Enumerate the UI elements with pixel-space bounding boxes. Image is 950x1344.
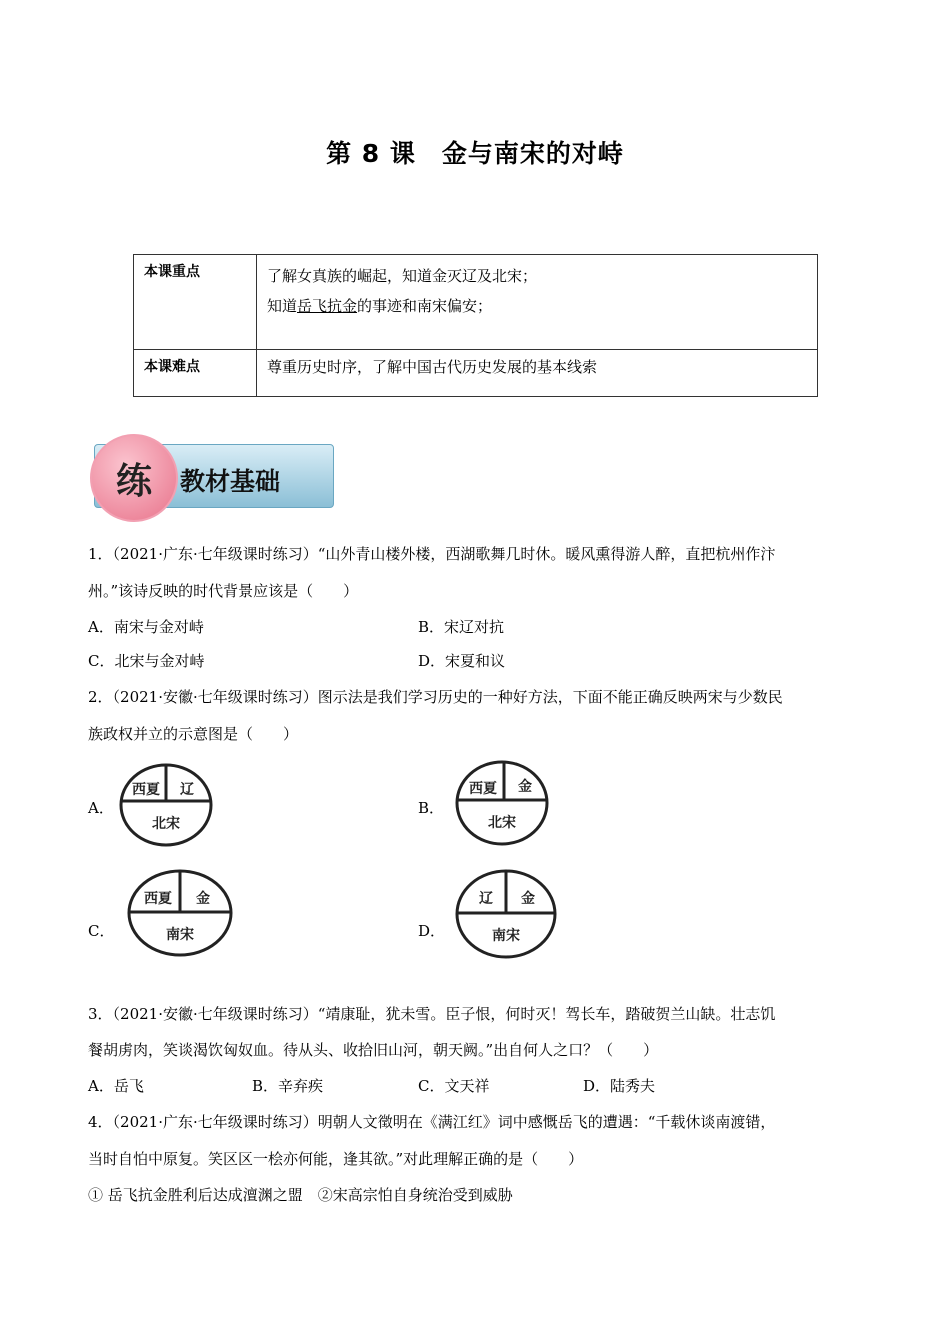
diagram-d-top-left: 辽	[479, 891, 493, 907]
q1-line-1: 1．（2021·广东·七年级课时练习）“山外青山楼外楼，西湖歌舞几时休。暖风熏得游人醉，直把杭州作汴	[88, 545, 776, 563]
diagram-c-label: C．	[88, 922, 115, 940]
focus-row	[134, 255, 818, 350]
q3-line-1: 3．（2021·安徽·七年级课时练习）“靖康耻，犹未雪。臣子恨，何时灭！驾长车，踏破贺兰山缺。壮志饥	[88, 1005, 776, 1023]
diagram-a-pie	[118, 763, 214, 847]
q1-option-a: A．南宋与金对峙	[88, 618, 204, 636]
diagram-c	[88, 868, 238, 960]
diagram-c-circle	[126, 868, 234, 958]
diagram-b-pie	[454, 760, 550, 846]
focus-label: 本课重点	[134, 255, 257, 350]
diagram-a-top-right: 辽	[180, 782, 194, 798]
focus-content	[257, 255, 818, 350]
difficulty-content: 尊重历史时序，了解中国古代历史发展的基本线索	[257, 350, 818, 397]
q3-option-c: C．文天祥	[418, 1077, 490, 1095]
diagram-a	[88, 763, 218, 849]
q2-line-2: 族政权并立的示意图是（ ）	[88, 725, 299, 743]
diagram-b	[418, 760, 558, 850]
diagram-d-pie	[454, 868, 558, 960]
banner-badge: 练	[90, 434, 178, 522]
diagram-c-top-right: 金	[196, 891, 210, 907]
q3-option-a: A．岳飞	[88, 1077, 144, 1095]
diagram-c-pie	[126, 868, 234, 958]
focus-line-2	[267, 291, 807, 321]
q1-option-b: B．宋辽对抗	[418, 618, 505, 636]
q1-option-c: C．北宋与金对峙	[88, 652, 205, 670]
yuefei-link: 岳飞抗金	[297, 297, 358, 315]
q4-line-1: 4．（2021·广东·七年级课时练习）明朝人文徵明在《满江红》词中感慨岳飞的遭遇：“千载休谈南渡错，	[88, 1113, 776, 1131]
q3-line-2: 餐胡虏肉，笑谈渴饮匈奴血。待从头、收拾旧山河，朝天阙。”出自何人之口？（ ）	[88, 1041, 659, 1059]
diagram-d	[418, 868, 563, 960]
diagram-b-bottom: 北宋	[488, 815, 516, 831]
diagram-d-label: D．	[418, 922, 446, 940]
difficulty-row	[134, 350, 818, 397]
focus-line-2-post: 的事迹和南宋偏安；	[357, 297, 493, 315]
diagram-c-bottom: 南宋	[166, 927, 194, 943]
q1-option-d: D．宋夏和议	[418, 652, 506, 670]
difficulty-label: 本课难点	[134, 350, 257, 397]
diagram-b-top-left: 西夏	[469, 781, 497, 797]
focus-line-2-pre: 知道	[267, 297, 298, 315]
diagram-b-top-right: 金	[518, 779, 532, 795]
diagram-d-circle	[454, 868, 558, 960]
focus-line-1: 了解女真族的崛起，知道金灭辽及北宋；	[267, 267, 538, 285]
diagram-d-bottom: 南宋	[492, 928, 520, 944]
lesson-name: 金与南宋的对峙	[441, 139, 624, 168]
section-banner	[88, 434, 338, 514]
q3-option-d: D．陆秀夫	[583, 1077, 656, 1095]
lesson-number: 第 8 课	[326, 139, 416, 168]
banner-title: 教材基础	[180, 467, 281, 496]
diagram-a-bottom: 北宋	[152, 816, 180, 832]
diagram-a-circle	[118, 763, 214, 847]
diagram-d-top-right: 金	[521, 891, 535, 907]
diagram-b-circle	[454, 760, 550, 846]
diagram-a-top-left: 西夏	[132, 782, 160, 798]
diagram-c-top-left: 西夏	[144, 891, 172, 907]
diagram-a-label: A．	[88, 799, 114, 817]
q4-line-3: ① 岳飞抗金胜利后达成澶渊之盟 ②宋高宗怕自身统治受到威胁	[88, 1186, 513, 1204]
q1-line-2: 州。”该诗反映的时代背景应该是（ ）	[88, 582, 359, 600]
q2-line-1: 2．（2021·安徽·七年级课时练习）图示法是我们学习历史的一种好方法，下面不能正确反映两宋与少数民	[88, 688, 783, 706]
page-title	[0, 134, 950, 170]
q4-line-2: 当时自怕中原复。笑区区一桧亦何能，逢其欲。”对此理解正确的是（ ）	[88, 1150, 584, 1168]
diagram-b-label: B．	[418, 799, 445, 817]
q3-option-b: B．辛弃疾	[252, 1077, 324, 1095]
keypoints-table	[133, 254, 818, 397]
